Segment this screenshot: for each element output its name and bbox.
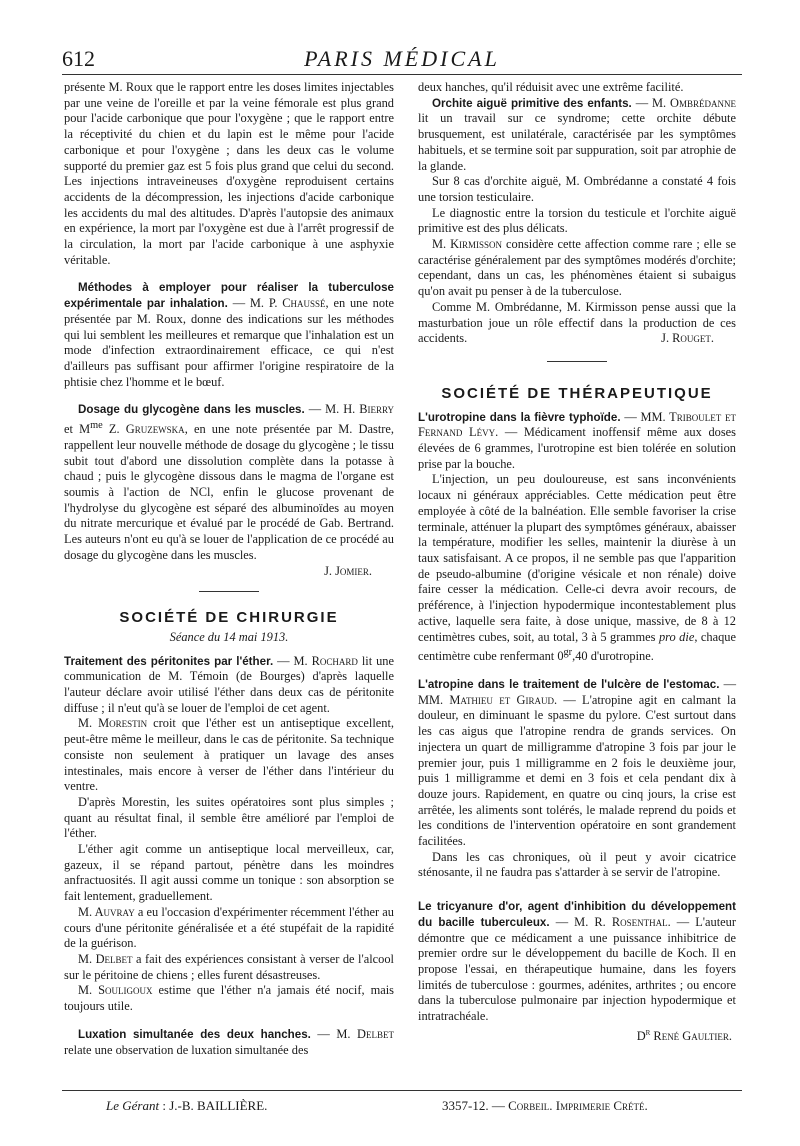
- paragraph-text: , en une note présentée par M. Dastre, rappellent leur nouvelle méthode de dosage du glycogène ; le tissu subit tout d'abord une dissolution complète dans la potasse à chaud ; puis le glycogène dissous dans le magma de l'organe est soumis à l'action de NCl, enfin le glucose provenant de l'hydrolyse du glycogène est séparé des albuminoïdes au moyen du nitrate mercurique et évalué par le procédé de Gab. Bertrand. Les auteurs n'ont eu qu'à se louer de l'application de ce procédé au dosage du glycogène dans les muscles.: [64, 422, 394, 562]
- article-title: L'urotropine dans la fièvre typhoïde.: [418, 410, 621, 424]
- page-header: [62, 46, 742, 72]
- author: M. Delbet: [336, 1026, 394, 1041]
- page-footer: [62, 1090, 742, 1120]
- article-methodes: Méthodes à employer pour réaliser la tuberculose expérimentale par inhalation. — M. P. Chaussé, en une note présentée par M. Roux, donne des indications sur les méthodes qui lui semblent les meilleures et remarque que l'inhalation est un mode d'infection extraordinairement efficace, ce qui n'est d'ailleurs pas suffisant pour affirmer l'origine respiratoire de la phtisie chez l'homme et le bœuf.: [64, 281, 395, 389]
- paragraph-text: estime que l'éther n'a jamais été nocif, mais toujours utile.: [64, 983, 394, 1014]
- article-orchite: Orchite aiguë primitive des enfants. — M. Ombrédanne lit un travail sur ce syndrome; cette orchite débute brusquement, est unilatérale, caractérisée par les symptômes habituels, et se termine soit par suppuration, soit par atrophie de la glande.: [418, 95, 736, 173]
- gerant: [106, 1098, 267, 1114]
- superscript: r: [645, 1026, 651, 1038]
- article-peritonites: Traitement des péritonites par l'éther. — M. Rochard lit une communication de M. Témoin (de Bourges) d'après laquelle l'auteur déclare avoir utilisé l'éther dans deux cas de péritonite diffuse ; il n'eut qu'à se louer de l'emploi de cet agent.: [64, 653, 395, 715]
- paragraph: Sur 8 cas d'orchite aiguë, M. Ombrédanne a constaté 4 fois une torsion testiculaire.: [418, 174, 736, 204]
- article-dosage: Dosage du glycogène dans les muscles. — M. H. Bierry et $M^{me}$ Z. Gruzewska, en une note présentée par M. Dastre, rappellent leur nouvelle méthode de dosage du glycogène ; le tissu subit tout d'abord une dissolution complète dans la potasse à chaud ; puis le glycogène dissous dans le magma de l'organe est soumis à l'action de NCl, enfin le glucose provenant de l'hydrolyse du glycogène est séparé des albuminoïdes au moyen du nitrate mercurique et évalué par le procédé de Gab. Bertrand. Les auteurs n'ont eu qu'à se louer de l'application de ce procédé au dosage du glycogène dans les muscles.: [64, 402, 395, 562]
- paragraph: [64, 952, 394, 983]
- section-divider: [547, 361, 607, 362]
- article-title: Orchite aiguë primitive des enfants.: [432, 96, 632, 110]
- paragraph-text: lit un travail sur ce syndrome; cette orchite débute brusquement, est unilatérale, caractérisée par les symptômes habituels, et se termine soit par suppuration, soit par atrophie de la glande.: [418, 111, 736, 173]
- paragraph-text: L'auteur démontre que ce médicament a une puissance inhibitrice de premier ordre sur le développement du bacille de Koch. Il en propose l'essai, en thérapeutique humaine, dans les foyers limités de tuberculose : gourmes, adénites, arthrites ; ou encore dans la tuberculose pulmonaire par injection hypodermique et intratrachéale.: [418, 914, 736, 1024]
- paragraph: [418, 472, 736, 665]
- section-heading: SOCIÉTÉ DE THÉRAPEUTIQUE: [441, 384, 713, 402]
- section-heading: SOCIÉTÉ DE CHIRURGIE: [119, 609, 339, 627]
- paragraph: L'éther agit comme un antiseptique local merveilleux, car, gazeux, il se répand partout, pénètre dans les moindres anfractuosités. Il agit aussi comme un tonique : son absorption se fait lentement, graduellement.: [64, 842, 394, 904]
- author: M. H. Bierry: [325, 402, 395, 417]
- author: M. Ombrédanne: [652, 95, 736, 110]
- author: M. Kirmisson: [432, 237, 503, 252]
- signature-prefix: D: [636, 1028, 646, 1043]
- superscript: gr: [563, 647, 573, 659]
- signature-name: René Gaultier.: [650, 1028, 732, 1043]
- article-luxation: Luxation simultanée des deux hanches. — M. Delbet relate une observation de luxation simultanée des: [64, 1026, 394, 1057]
- author: MM. Mathieu et Giraud: [418, 692, 554, 707]
- article-tricyanure: Le tricyanure d'or, agent d'inhibition du développement du bacille tuberculeux. — M. R. Rosenthal. — L'auteur démontre que ce médicament a une puissance inhibitrice de premier ordre sur le développement du bacille de Koch. Il en propose l'essai, en thérapeutique humaine, dans les foyers limités de tuberculose : gourmes, adénites, arthrites ; ou encore dans la tuberculose pulmonaire par injection hypodermique et intratrachéale.: [418, 900, 736, 1024]
- article-title: Dosage du glycogène dans les muscles.: [78, 403, 305, 417]
- conjunction: et M: [64, 422, 91, 437]
- signature: [418, 1025, 736, 1045]
- superscript: me: [90, 420, 103, 432]
- paragraph-text: L'injection, un peu douloureuse, est sans inconvénients locaux ni généraux appréciables. Cette médication peut être employée à côté de la balnéation. Elle semble favoriser la crise terminale, atténuer la plupart des symptômes généraux, abaisser la température, modifier les selles, maintenir la diurèse à un taux satisfaisant. A ce propos, il ne semble pas que l'apparition de pseudo-albumine (d'origine vésicale et non rénale) doive faire cesser la médication. Celle-ci devra avoir recours, de préférence, à l'injection hypodermique incontestablement plus active, laquelle sera faite, à dose unique, massive, de 8 à 12 centimètres cubes, soit, au total, 3 à 5 grammes: [418, 472, 736, 644]
- article-title: L'atropine dans le traitement de l'ulcère de l'estomac.: [418, 678, 720, 692]
- article-urotropine: L'urotropine dans la fièvre typhoïde. — MM. Triboulet et Fernand Lévy. — Médicament inoffensif même aux doses élevées de 6 grammes, l'urotropine est bien tolérée en solution prise par la bouche.: [418, 409, 736, 471]
- paragraph-text: , en une note présentée par M. Roux, donne des indications sur les méthodes qui lui semblent les meilleures et remarque que l'inhalation est un mode d'infection extraordinairement efficace, ce qui n'est d'ailleurs pas suffisant pour affirmer l'origine respiratoire de la phtisie chez l'homme et le bœuf.: [64, 296, 395, 389]
- author: MM. Triboulet et Fernand Lévy: [418, 409, 736, 440]
- article-title: Méthodes à employer pour réaliser la tuberculose expérimentale par inhalation.: [64, 281, 394, 311]
- section-divider: [199, 591, 259, 592]
- author: M. Souligoux: [78, 983, 153, 998]
- paragraph: [418, 237, 736, 300]
- gerant-label: Le Gérant: [106, 1098, 160, 1113]
- left-column: [64, 80, 394, 1058]
- journal-title: PARIS MÉDICAL: [304, 46, 500, 71]
- paragraph-text: considère cette affection comme rare ; elle se caractérise généralement par des symptômes modérés d'orchite; cependant, dans un cas, les phénomènes étaient si subaigus qu'on avait pu penser à de la tuberculose.: [418, 237, 736, 299]
- paragraph: D'après Morestin, les suites opératoires sont plus simples ; quant au résultat final, il semble être amélioré par l'emploi de l'éther.: [64, 794, 394, 841]
- paragraph: Comme M. Ombrédanne, M. Kirmisson pense aussi que la masturbation joue un rôle effectif dans la production de ces accidents.: [418, 299, 736, 346]
- paragraph-text: , chaque centimètre cube renfermant 0: [418, 629, 736, 664]
- author: M. Morestin: [78, 716, 148, 731]
- paragraph: Dans les cas chroniques, où il peut y avoir cicatrice sténosante, il ne faudra pas s'attarder à se servir de l'atropine.: [418, 849, 736, 880]
- paragraph-text: a fait des expériences consistant à verser de l'alcool sur le péritoine de chiens ; elles furent désastreuses.: [64, 951, 394, 982]
- author: M. R. Rosenthal: [574, 914, 668, 929]
- paragraph: deux hanches, qu'il réduisit avec une extrême facilité.: [418, 80, 684, 94]
- imprint: 3357-12. — Corbeil. Imprimerie Crété.: [442, 1098, 648, 1113]
- gerant-name: : J.-B. BAILLIÈRE.: [159, 1098, 268, 1113]
- session-date: Séance du 14 mai 1913.: [169, 629, 289, 644]
- author: M. P. Chaussé: [249, 296, 326, 311]
- paragraph: [64, 905, 394, 952]
- article-title: Le tricyanure d'or, agent d'inhibition du développement du bacille tuberculeux.: [418, 900, 736, 929]
- signature: J. Rouget.: [661, 331, 714, 346]
- signature: J. Jomier.: [324, 563, 372, 578]
- paragraph-text: croit que l'éther est un antiseptique excellent, peut-être même le meilleur, dans le cas de péritonite. Sa technique consiste non seulement à pratiquer un lavage des anses intestinales, mais encore à verser de l'éther dans l'intérieur du ventre.: [64, 716, 395, 794]
- author: Z. Gruzewska: [102, 422, 185, 437]
- article-title: Traitement des péritonites par l'éther.: [64, 654, 274, 668]
- right-column: [418, 80, 736, 1045]
- paragraph-text: ,40 d'urotropine.: [572, 649, 654, 664]
- article-title: Luxation simultanée des deux hanches.: [78, 1027, 311, 1041]
- paragraph: Le diagnostic entre la torsion du testicule et l'orchite aiguë primitive est des plus délicats.: [418, 205, 736, 236]
- paragraph: présente M. Roux que le rapport entre les doses limites injectables par une veine de l'oreille et par la veine fémorale est plus grand pour l'acide carbonique que pour l'oxygène ; que le rapport entre la réceptivité du chien et du lapin est le même pour l'acide carbonique et pour l'oxygène ; dans les deux cas le volume supporté du premier gaz est 5 fois plus grand que celui du second. Les injections intraveineuses d'oxygène reproduisent certains accidents de la décompression, les injections d'acide carbonique les accidents du mal des altitudes. D'après l'autopsie des animaux en expérience, la mort par l'oxygène est due à l'arrêt progressif de la circulation, la mort par l'acide carbonique à une asphyxie véritable.: [64, 80, 394, 267]
- paragraph-text: . — L'atropine agit en calmant la douleur, en diminuant le spasme du pylore. C'est surtout dans les cas aigus que l'atropine rendra de grands services. On injectera un quart de milligramme d'atropine 3 fois par jour le premier jour, puis 1 milligramme en 2 fois le deuxième jour, puis 1 milligramme et demi en 3 fois et cela pendant dix à douze jours. Rapidement, en quatre ou cinq jours, la crise est arrêtée, les aliments sont tolérés, le malade reprend du poids et les conditions de l'intervention opératoire en sont grandement facilitées.: [418, 692, 736, 849]
- footer-rule: [62, 1090, 742, 1091]
- article-atropine: L'atropine dans le traitement de l'ulcère de l'estomac. — MM. Mathieu et Giraud. — L'atropine agit en calmant la douleur, en diminuant le spasme du pylore. C'est surtout dans les cas aigus que l'atropine rendra de grands services. On injectera un quart de milligramme d'atropine 3 fois par jour le premier jour, puis 1 milligramme en 2 fois le deuxième jour, puis 1 milligramme et demi en 3 fois et cela pendant dix à douze jours. Rapidement, en quatre ou cinq jours, la crise est arrêtée, les aliments sont tolérés, le malade reprend du poids et les conditions de l'intervention opératoire en sont grandement facilitées.: [418, 677, 736, 849]
- author: M. Delbet: [78, 951, 133, 966]
- paragraph-text: relate une observation de luxation simultanée des: [64, 1042, 309, 1057]
- author: M. Auvray: [78, 904, 135, 919]
- author: M. Rochard: [293, 653, 358, 668]
- paragraph-text: lit une communication de M. Témoin (de Bourges) d'après laquelle l'auteur déclare avoir utilisé l'éther dans deux cas de péritonite diffuse ; il n'eut qu'à se louer de l'emploi de cet agent.: [64, 653, 395, 715]
- italic-term: pro die: [658, 629, 695, 644]
- paragraph-text: a eu l'occasion d'expérimenter récemment l'éther au cours d'une péritonite généralisée et a été stupéfait de la rapidité de la guérison.: [64, 904, 394, 951]
- paragraph: [64, 716, 394, 795]
- header-rule: [62, 74, 742, 75]
- paragraph-text: . — Médicament inoffensif même aux doses élevées de 6 grammes, l'urotropine est bien tolérée en solution prise par la bouche.: [418, 425, 736, 471]
- page-number: 612: [62, 46, 95, 71]
- paragraph: [64, 983, 394, 1014]
